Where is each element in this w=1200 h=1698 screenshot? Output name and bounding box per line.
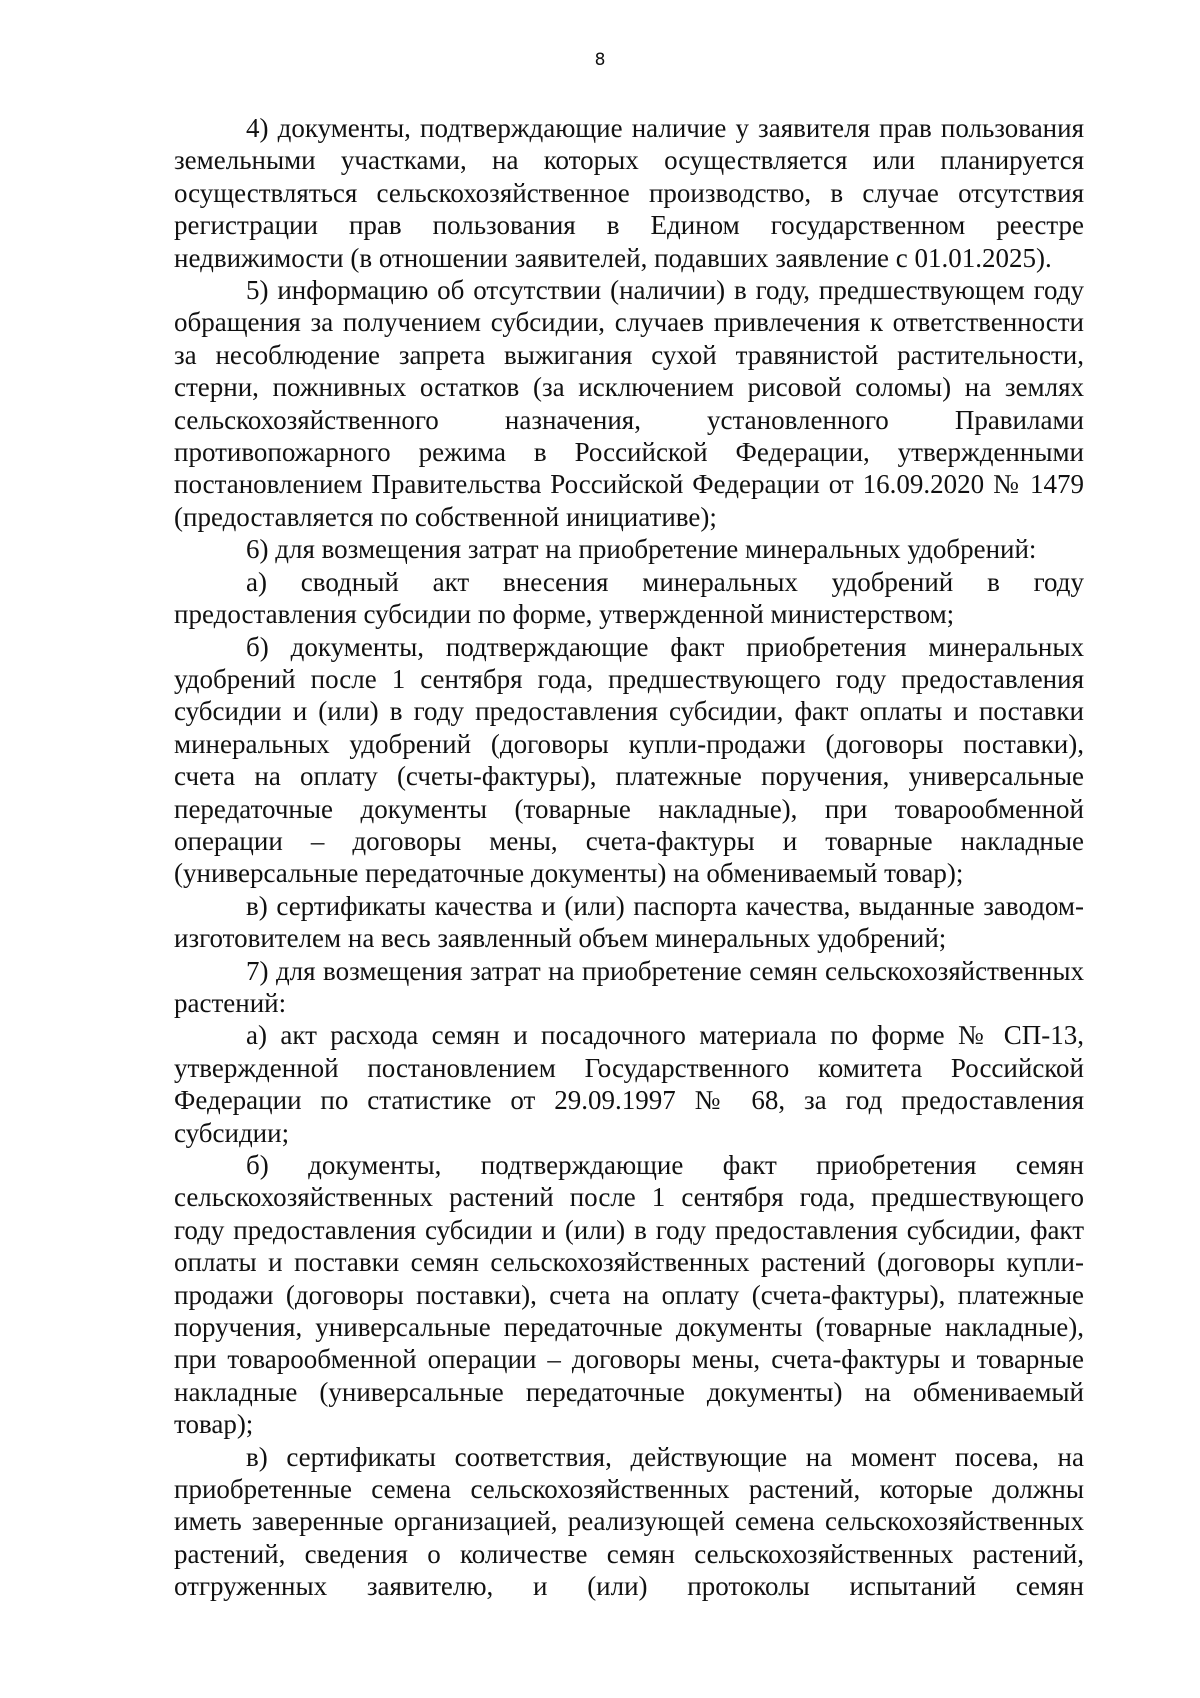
paragraph-item-6b: б) документы, подтверждающие факт приобретения минеральных удобрений после 1 сентября года, предшествующего году предоставления субсидии и (или) в году предоставления субсидии, факт оплаты и поставки минеральных удобрений (договоры купли-продажи (договоры поставки), счета на оплату (счеты-фактуры), платежные поручения, универсальные передаточные документы (товарные накладные), при товарообменной операции – договоры мены, счета-фактуры и товарные накладные (универсальные передаточные документы) на обмениваемый товар);	[174, 631, 1084, 889]
page-number: 8	[594, 50, 606, 70]
paragraph-item-6a: а) сводный акт внесения минеральных удобрений в году предоставления субсидии по форме, утвержденной министерством;	[174, 566, 1084, 630]
paragraph-item-4: 4) документы, подтверждающие наличие у заявителя прав пользования земельными участками, на которых осуществляется или планируется осуществляться сельскохозяйственное производство, в случае отсутствия регистрации прав пользования в Едином государственном реестре недвижимости (в отношении заявителей, подавших заявление с 01.01.2025).	[174, 113, 1084, 273]
paragraph-item-6: 6) для возмещения затрат на приобретение минеральных удобрений:	[246, 534, 1037, 565]
paragraph-item-5: 5) информацию об отсутствии (наличии) в году, предшествующем году обращения за получением субсидии, случаев привлечения к ответственности за несоблюдение запрета выжигания сухой травянистой растительности, стерни, пожнивных остатков (за исключением рисовой соломы) на землях сельскохозяйственного назначения, установленного Правилами противопожарного режима в Российской Федерации, утвержденными постановлением Правительства Российской Федерации от 16.09.2020 № 1479 (предоставляется по собственной инициативе);	[174, 275, 1084, 532]
paragraph-item-7b: б) документы, подтверждающие факт приобретения семян сельскохозяйственных растений после 1 сентября года, предшествующего году предоставления субсидии и (или) в году предоставления субсидии, факт оплаты и поставки семян сельскохозяйственных растений (договоры купли-продажи (договоры поставки), счета на оплату (счета-фактуры), платежные поручения, универсальные передаточные документы (товарные накладные), при товарообменной операции – договоры мены, счета-фактуры и товарные накладные (универсальные передаточные документы) на обмениваемый товар);	[174, 1150, 1084, 1440]
document-body	[174, 112, 1084, 1603]
paragraph-item-7: 7) для возмещения затрат на приобретение семян сельскохозяйственных растений:	[174, 955, 1084, 1018]
paragraph-item-7v: в) сертификаты соответствия, действующие на момент посева, на приобретенные семена сельскохозяйственных растений, которые должны иметь заверенные организацией, реализующей семена сельскохозяйственных растений, сведения о количестве семян сельскохозяйственных растений, отгруженных заявителю, и (или) протоколы испытаний семян	[174, 1441, 1084, 1602]
paragraph-item-7a: а) акт расхода семян и посадочного материала по форме № СП-13, утвержденной постановлением Государственного комитета Российской Федерации по статистике от 29.09.1997 № 68, за год предоставления субсидии;	[174, 1020, 1084, 1148]
paragraph-item-6v: в) сертификаты качества и (или) паспорта качества, выданные заводом-изготовителем на весь заявленный объем минеральных удобрений;	[174, 890, 1084, 954]
